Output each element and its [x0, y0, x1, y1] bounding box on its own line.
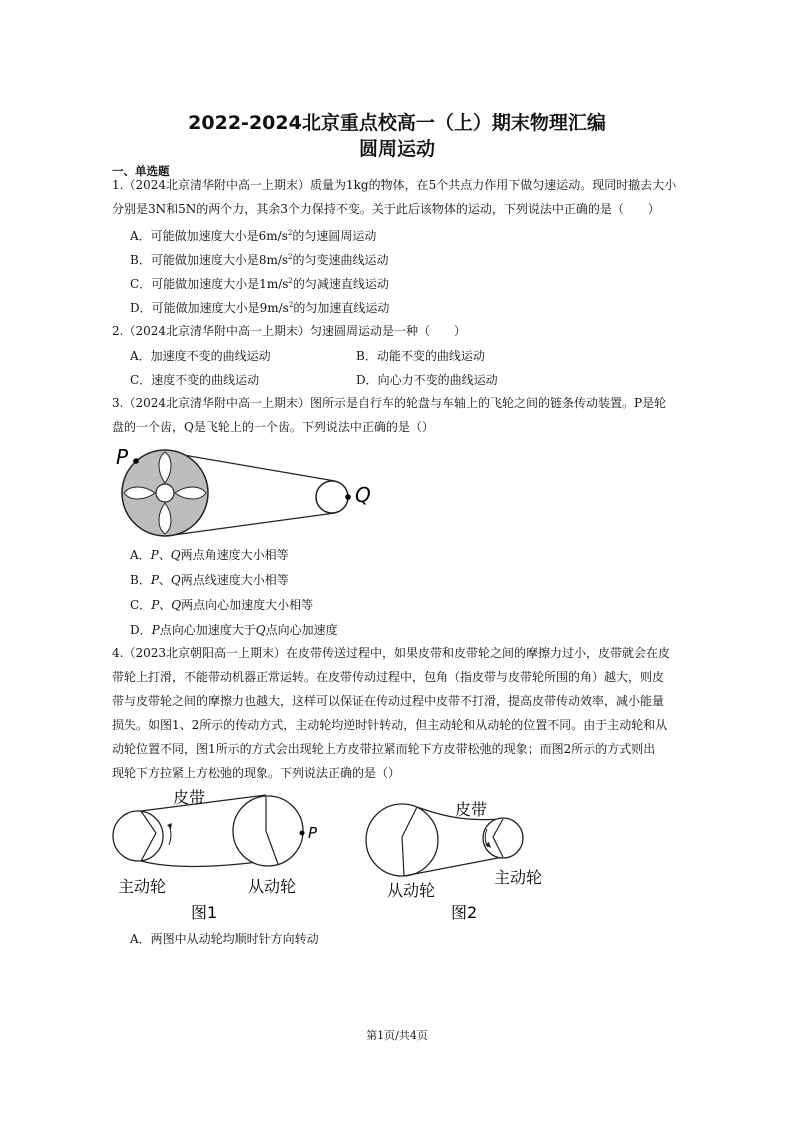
- q3-option-a: A．P、Q两点角速度大小相等: [130, 548, 289, 562]
- driven-wheel: [233, 796, 303, 866]
- fig1-point-p-label: P: [308, 824, 318, 842]
- q3-stem-line2: 盘的一个齿，Q是飞轮上的一个齿。下列说法中正确的是（）: [112, 420, 434, 434]
- q2-option-a: A．加速度不变的曲线运动: [130, 349, 271, 363]
- q3-option-d: D．P点向心加速度大于Q点向心加速度: [130, 623, 338, 637]
- fig2-caption: 图2: [451, 903, 478, 922]
- belt-drive-figure-1: [110, 785, 340, 925]
- fig1-driven-label: 从动轮: [248, 877, 297, 896]
- driver-wheel: [483, 818, 523, 858]
- q4-stem-line3: 带与皮带轮之间的摩擦力也越大，这样可以保证在传动过程中皮带不打滑，提高皮带传动效率，减小能量: [112, 694, 665, 708]
- section-heading: 一、单选题: [112, 164, 170, 178]
- q2-stem: 2.（2024北京清华附中高一上期末）匀速圆周运动是一种（ ）: [112, 324, 466, 338]
- fig2-driver-label: 主动轮: [494, 868, 543, 887]
- q4-stem-line4: 损失。如图1、2所示的传动方式，主动轮均逆时针转动，但主动轮和从动轮的位置不同。由于主动轮和从: [112, 718, 668, 732]
- q4-stem-line2: 带轮上打滑，不能带动机器正常运转。在皮带传动过程中，包角（指皮带与皮带轮所围的角）越大，则皮: [112, 670, 665, 684]
- q3-stem-line1: 3.（2024北京清华附中高一上期末）图所示是自行车的轮盘与车轴上的飞轮之间的链条传动装置。P是轮: [112, 396, 667, 410]
- q1-stem-line2: 分别是3N和5N的两个力，其余3个力保持不变。关于此后该物体的运动，下列说法中正确的是（ ）: [112, 202, 660, 216]
- q3-option-b: B．P、Q两点线速度大小相等: [130, 573, 289, 587]
- point-p-label: P: [116, 445, 129, 469]
- freewheel-sprocket: [316, 481, 348, 513]
- q2-option-b: B．动能不变的曲线运动: [356, 349, 485, 363]
- q1-option-c: C．可能做加速度大小是$1m/s^2$的匀减速直线运动: [130, 277, 389, 291]
- page-title: 2022-2024北京重点校高一（上）期末物理汇编: [188, 112, 606, 134]
- point-q-dot: [345, 494, 351, 500]
- fig1-caption: 图1: [191, 903, 218, 922]
- q4-stem-line5: 动轮位置不同，图1所示的方式会出现轮上方皮带拉紧而轮下方皮带松弛的现象；而图2所示的方式则出: [112, 742, 656, 756]
- belt-drive-figure-2: [360, 795, 560, 925]
- q4-stem-line6: 现轮下方拉紧上方松弛的现象。下列说法正确的是（）: [112, 766, 401, 780]
- q2-option-c: C．速度不变的曲线运动: [130, 373, 260, 387]
- fig1-driver-label: 主动轮: [118, 877, 167, 896]
- fig2-driven-label: 从动轮: [387, 881, 436, 900]
- q3-option-c: C．P、Q两点向心加速度大小相等: [130, 598, 314, 612]
- q1-stem-line1: 1.（2024北京清华附中高一上期末）质量为1kg的物体，在5个共点力作用下做匀速运动。现同时撤去大小: [112, 178, 677, 192]
- point-q-label: Q: [355, 483, 371, 507]
- q2-option-d: D．向心力不变的曲线运动: [356, 373, 498, 387]
- fig1-belt-label: 皮带: [173, 788, 206, 807]
- q1-option-d: D．可能做加速度大小是$9m/s^2$的匀加速直线运动: [130, 301, 390, 315]
- fig2-belt-label: 皮带: [455, 800, 488, 819]
- q4-stem-line1: 4.（2023北京朝阳高一上期末）在皮带传送过程中，如果皮带和皮带轮之间的摩擦力过小，皮带就会在皮: [112, 646, 670, 660]
- q1-option-a: A．可能做加速度大小是$6m/s^2$的匀速圆周运动: [130, 229, 377, 243]
- page-subtitle: 圆周运动: [358, 138, 435, 160]
- driver-wheel: [113, 811, 163, 861]
- chain-drive-figure: [110, 440, 380, 540]
- q4-option-a: A．两图中从动轮均顺时针方向转动: [130, 932, 319, 946]
- point-p-dot: [133, 458, 139, 464]
- page-footer: 第1页/共4页: [366, 1029, 428, 1042]
- q1-option-b: B．可能做加速度大小是$8m/s^2$的匀变速曲线运动: [130, 253, 389, 267]
